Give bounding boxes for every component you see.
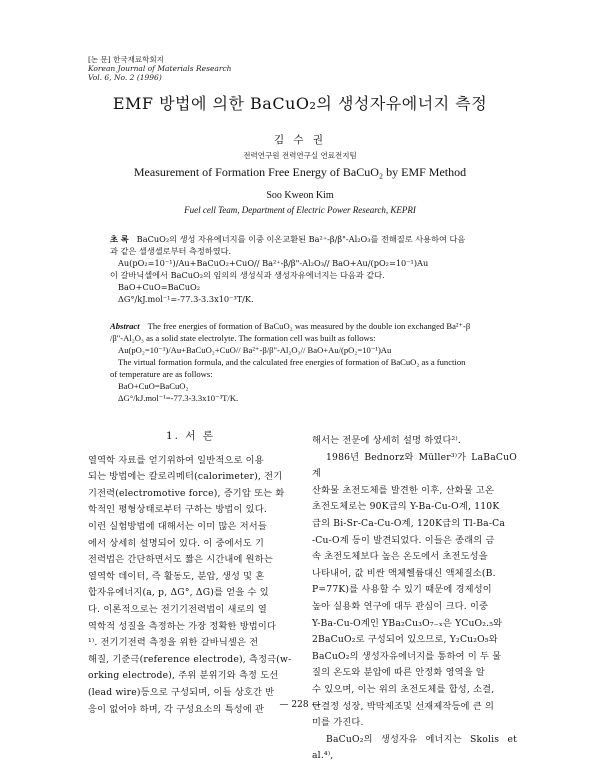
body-line: 해서는 전문에 상세히 설명 하였다²⁾. <box>312 435 461 446</box>
body-line: 미를 가진다. <box>312 717 364 729</box>
body-line: ¹⁾. 전기기전력 측정을 위한 갈바닉셀은 전 <box>88 637 259 649</box>
body-line: 다. 이론적으로는 전기기전력법이 새로의 열 <box>88 603 267 615</box>
body-line: 1986년 Bednorz와 Müller³⁾가 LaBaCuO계 <box>312 451 517 480</box>
body-line: BaCuO₂의 생성자유 에너지는 Skolis et al.⁴⁾, <box>312 733 517 762</box>
author-english: Soo Kweon Kim <box>266 190 334 201</box>
body-line: -Cu-O계 등이 발견되었다. 이들은 종래의 금 <box>312 534 495 546</box>
abstract-ko-equation: BaO+CuO=BaCuO₂ <box>118 282 201 292</box>
body-right-column <box>312 433 517 765</box>
body-line: BaCuO₂의 생성자유에너지를 통하여 이 두 물 <box>312 650 502 662</box>
abstract-en-equation: Au(pO₂=10⁻¹)/Au+BaCuO₂+CuO// Ba²⁺-β/β"-Al₂O₃// BaO+Au/(pO₂=10⁻¹)Au <box>118 345 392 355</box>
abstract-ko-line: 과 같은 셀생셀로부터 측정하였다. <box>110 246 232 256</box>
affiliation-english: Fuel cell Team, Department of Electric Power Research, KEPRI <box>184 205 416 215</box>
affiliation-korean: 전력연구원 전력연구실 연료전지팀 <box>243 151 357 160</box>
body-line: 높아 실용화 연구에 대두 관심이 크다. 이중 <box>312 600 489 612</box>
abstract-korean <box>110 233 515 305</box>
body-line: 전력법은 간단하면서도 짧은 시간내에 원하는 <box>88 554 273 566</box>
abstract-en-equation: ΔG°/kJ.mol⁻¹=-77.3-3.3x10⁻³T/K. <box>118 393 239 403</box>
abstract-ko-keyword: 초 록 <box>110 234 129 244</box>
journal-name-ko: [논 문] 한국재료학회지 <box>88 55 164 64</box>
title-korean: EMF 방법에 의한 BaCuO₂의 생성자유에너지 측정 <box>112 94 488 113</box>
title-english: Measurement of Formation Free Energy of BaCuO₂ by EMF Method <box>133 165 467 179</box>
body-line: 합자유에너지(a, p, ΔG°, ΔG)를 얻을 수 있 <box>88 587 269 599</box>
body-line: 에서 상세히 설명되어 있다. 이 중에서도 기 <box>88 537 265 549</box>
journal-name-en: Korean Journal of Materials Research <box>88 64 232 73</box>
body-line: 속 초전도체보다 높은 온도에서 초전도성을 <box>312 551 488 563</box>
body-line: 응이 없어야 하며, 각 구성요소의 특성에 관 <box>88 703 265 715</box>
body-line: 이런 실험방법에 대해서는 이미 많은 저서들 <box>88 520 267 532</box>
body-line: Y-Ba-Cu-O계인 YBa₂Cu₃O₇₋ₓ은 YCuO₂.₅와 <box>312 617 503 629</box>
abstract-ko-line: 이 갈바닉셀에서 BaCuO₂의 임의의 생성식과 생성자유에너지는 다음과 같다. <box>110 270 385 280</box>
body-line: 역학적 성질을 측정하는 가장 정확한 방법이다 <box>88 620 277 632</box>
body-line: 질의 온도와 분압에 따른 안정화 영역을 알 <box>312 667 485 679</box>
author-korean: 김 수 권 <box>273 134 327 146</box>
body-line: 되는 방법에는 칼로리메터(calorimeter), 전기 <box>88 471 283 483</box>
abstract-en-line: of temperature are as follows: <box>110 369 213 379</box>
abstract-en-keyword: Abstract <box>110 321 140 331</box>
abstract-en-equation: BaO+CuO=BaCuO₂ <box>118 381 189 391</box>
body-line: 수 있으며, 이는 위의 초전도체를 합성, 소결, <box>312 683 495 695</box>
abstract-ko-equation: ΔG°/kJ.mol⁻¹=-77.3-3.3x10⁻³T/K. <box>118 294 254 304</box>
section-heading: 1. 서 론 <box>166 430 215 442</box>
body-left-column <box>88 428 293 718</box>
abstract-en-line: The free energies of formation of BaCuO₂ was measured by the double ion exchanged Ba²⁺-β <box>147 321 471 331</box>
body-line: 열역학 자료를 얻기위하여 일반적으로 이용 <box>88 454 264 466</box>
body-line: (lead wire)등으로 구성되며, 이들 상호간 반 <box>88 686 275 698</box>
body-line: orking electrode), 주위 분위기와 측정 도선 <box>88 670 279 682</box>
body-line: 2BaCuO₂로 구성되어 있으므로, Y₂Cu₂O₅와 <box>312 634 498 646</box>
abstract-ko-line: BaCuO₂의 생성 자유에너지를 이중 이온교환된 Ba²⁺-β/β"-Al₂O₃를 전해질로 사용하여 다음 <box>136 234 466 244</box>
body-line: 나타내어, 값 비싼 액체헬륨대신 액체질소(B. <box>312 567 496 579</box>
body-line: 열역학 데이터, 즉 활동도, 분압, 생성 및 혼 <box>88 570 265 582</box>
journal-header <box>88 55 231 82</box>
body-line: P=77K)를 사용할 수 있기 때문에 경제성이 <box>312 584 492 596</box>
body-line: 급의 Bi-Sr-Ca-Cu-O계, 120K급의 Tl-Ba-Ca <box>312 517 506 529</box>
journal-volume: Vol. 6, No. 2 (1996) <box>88 73 162 82</box>
abstract-english <box>110 320 515 404</box>
abstract-en-line: /β"-Al₂O₃ as a solid state electrolyte. The formation cell was built as follows: <box>110 333 376 343</box>
body-line: 산화물 초전도체를 발견한 이후, 산화물 고온 <box>312 484 495 496</box>
body-line: 초전도체로는 90K급의 Y-Ba-Cu-O계, 110K <box>312 501 500 513</box>
page-number: — 228 — <box>279 700 321 710</box>
abstract-en-line: The virtual formation formula, and the calculated free energies of formation of BaCuO₂ as a function <box>118 357 466 367</box>
abstract-ko-equation: Au(pO₂=10⁻¹)/Au+BaCuO₂+CuO// Ba²⁺-β/β"-Al₂O₃// BaO+Au/(pO₂=10⁻¹)Au <box>118 258 429 268</box>
body-line: 해질, 기준극(reference electrode), 측정극(w- <box>88 653 292 665</box>
body-line: 기전력(electromotive force), 증기압 또는 화 <box>88 487 285 499</box>
body-line: 학적인 평형상태로부터 구하는 방법이 있다. <box>88 504 267 516</box>
body-line: 단결정 성장, 박막제조및 선재제작등에 큰 의 <box>312 700 495 712</box>
